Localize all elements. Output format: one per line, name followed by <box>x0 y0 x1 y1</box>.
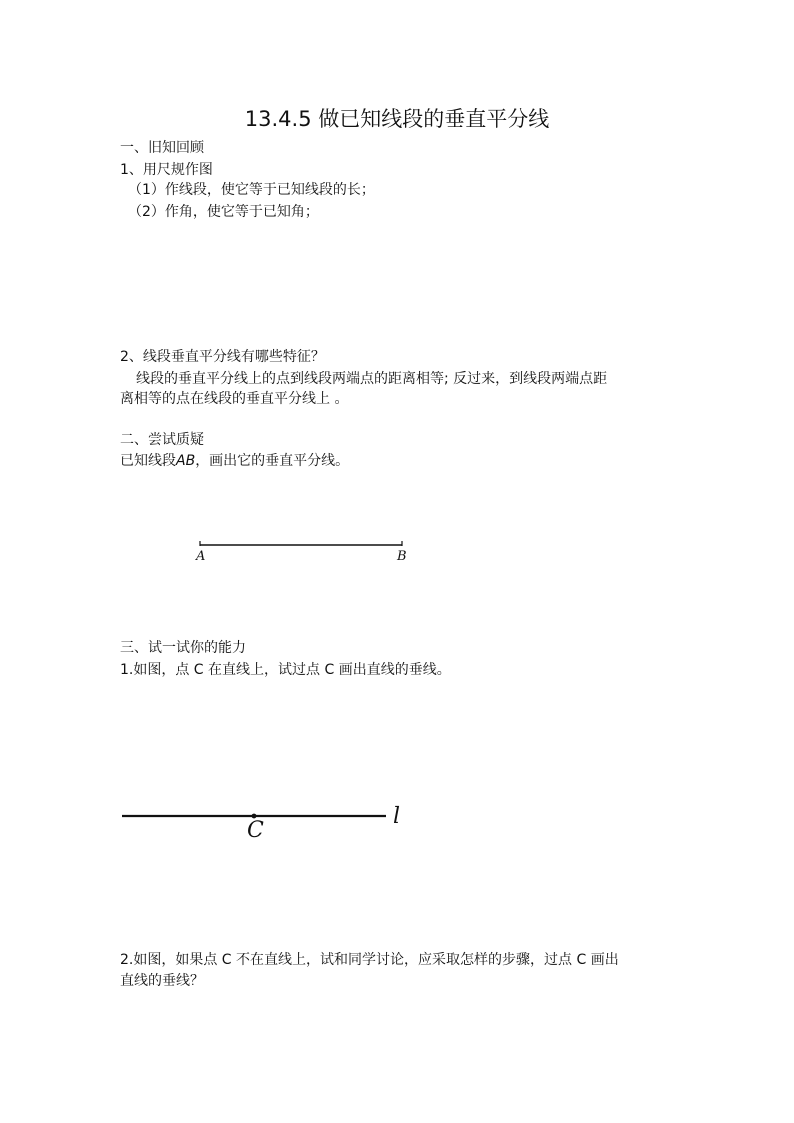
question-2-answer-line-1: 线段的垂直平分线上的点到线段两端点的距离相等; 反过来，到线段两端点距 <box>136 371 608 387</box>
segment-prompt-segment: AB <box>176 453 196 469</box>
section-review-heading: 一、旧知回顾 <box>120 140 204 156</box>
perpendicular-question-2-line-2: 直线的垂线？ <box>120 973 204 989</box>
section-try-heading: 二、尝试质疑 <box>120 432 204 448</box>
segment-ab-figure <box>200 541 402 546</box>
perpendicular-question-2-line-1: 2.如图，如果点 C 不在直线上，试和同学讨论，应采取怎样的步骤，过点 C 画出 <box>120 952 619 968</box>
perpendicular-question-1: 1.如图，点 C 在直线上，试过点 C 画出直线的垂线。 <box>120 662 451 678</box>
segment-prompt-suffix: ，画出它的垂直平分线。 <box>195 453 350 469</box>
line-l-label: l <box>393 804 401 829</box>
question-2-answer-line-2: 离相等的点在线段的垂直平分线上 。 <box>120 391 349 407</box>
question-2-label: 2、线段垂直平分线有哪些特征？ <box>120 349 325 365</box>
question-1-label: 1、用尺规作图 <box>120 162 213 178</box>
question-1-item-2: （2）作角，使它等于已知角； <box>128 204 319 220</box>
point-a-label: A <box>196 549 206 564</box>
question-1-item-1: （1）作线段，使它等于已知线段的长； <box>128 182 375 198</box>
section-ability-heading: 三、试一试你的能力 <box>120 640 246 656</box>
page-title: 13.4.5 做已知线段的垂直平分线 <box>244 107 550 131</box>
point-c-label: C <box>247 818 264 843</box>
segment-prompt-prefix: 已知线段 <box>120 453 176 469</box>
point-b-label: B <box>397 549 407 564</box>
